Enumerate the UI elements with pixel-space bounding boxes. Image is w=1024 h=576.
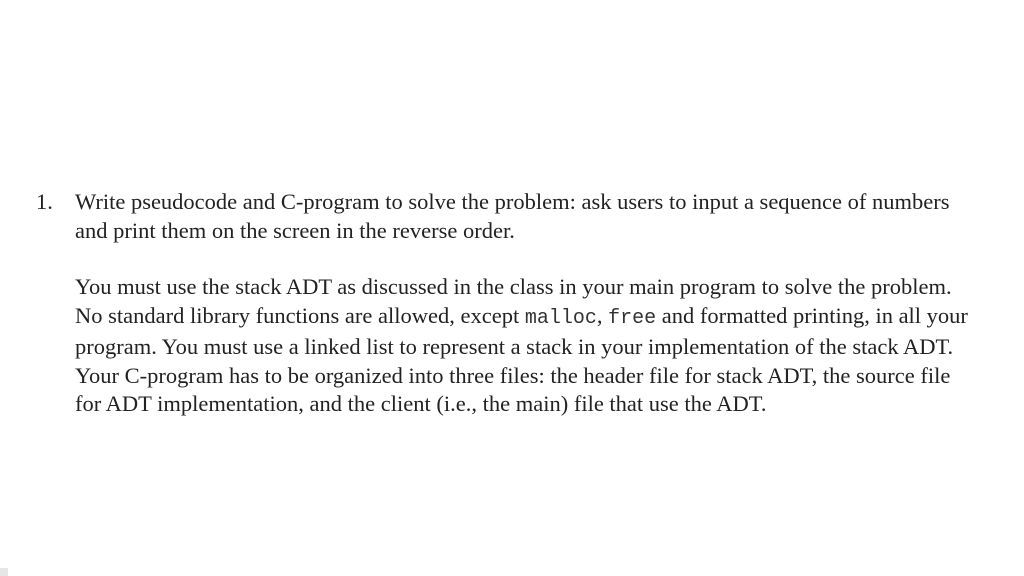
requirements-paragraph (75, 273, 980, 419)
code-free: free (608, 306, 657, 330)
question-number: 1. (36, 189, 53, 214)
code-malloc: malloc (524, 306, 597, 330)
corner-scroll-mark (0, 568, 8, 576)
requirements-separator: , (596, 302, 609, 328)
requirements-text-end: and formatted printing, in all your program. You must use a linked list to represent a stack in your implementation of the stack ADT. Your C-program has to be organized into three files: the header file for stack ADT, the source file for ADT implementation, and the client (i.e., the main) file that use the ADT. (75, 302, 968, 416)
question-body (75, 188, 980, 419)
requirements-text-start: You must use the stack ADT as discussed in the class in your main program to solve the problem. No standard library functions are allowed, except (75, 274, 952, 328)
problem-statement: Write pseudocode and C-program to solve the problem: ask users to input a sequence of numbers and print them on the screen in the reverse order. (75, 189, 950, 243)
